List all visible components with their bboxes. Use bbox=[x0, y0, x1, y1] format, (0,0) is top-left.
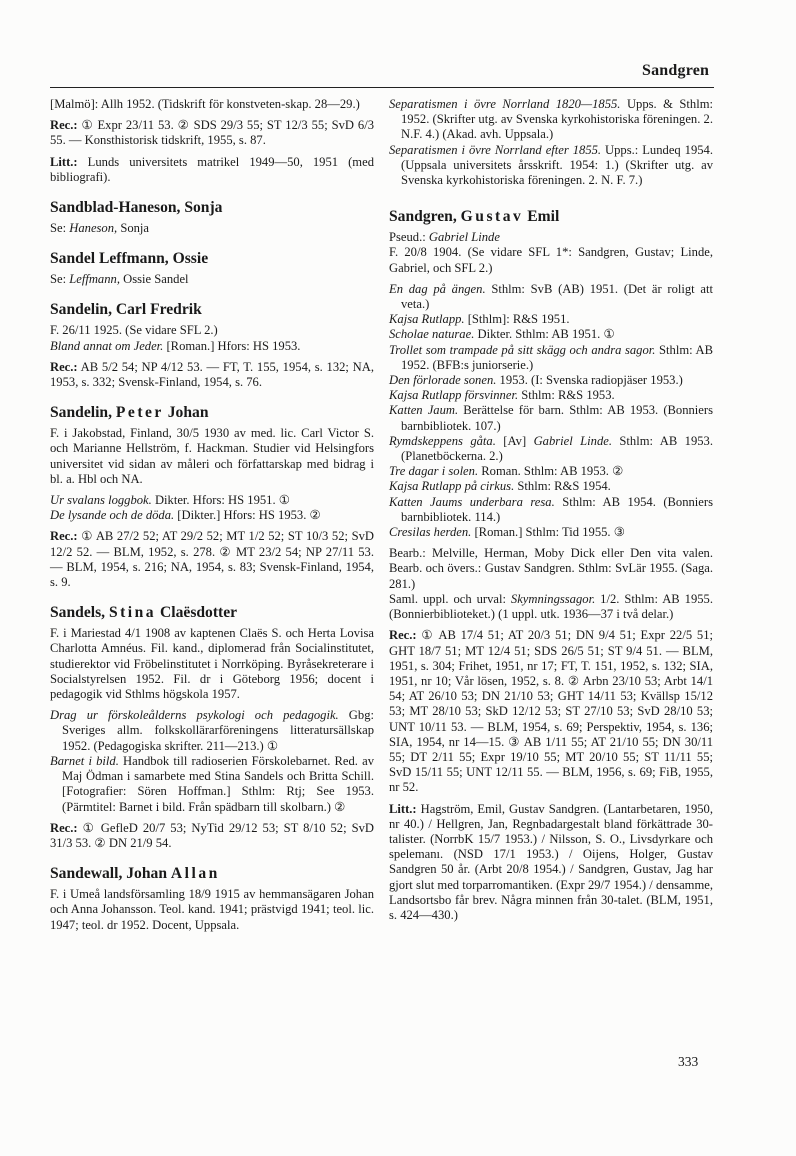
work-title: Katten Jaums underbara resa. bbox=[389, 494, 555, 509]
work-item bbox=[389, 97, 713, 143]
entry-heading-peter-johan bbox=[50, 404, 374, 422]
rec-text: ① GefleD 20/7 53; NyTid 29/12 53; ST 8/10 52; SvD 31/3 53. ② DN 21/9 54. bbox=[50, 820, 374, 850]
work-title: Kajsa Rutlapp. bbox=[389, 312, 465, 327]
work-item bbox=[389, 464, 713, 479]
heading-surname: Sandelin, bbox=[50, 404, 116, 422]
work-imprint: [Dikter.] Hfors: HS 1953. ② bbox=[174, 508, 321, 523]
work-imprint: Sthlm: R&S 1953. bbox=[518, 388, 615, 403]
work-title: Den förlorade sonen. bbox=[389, 373, 497, 388]
entry-continuation-literature bbox=[50, 155, 374, 185]
see-label: Se: bbox=[50, 272, 70, 287]
work-imprint: Dikter. Sthlm: AB 1951. ① bbox=[474, 327, 615, 342]
pseudonym-value: Gabriel Linde bbox=[428, 230, 500, 245]
work-item bbox=[389, 373, 713, 388]
see-reference-haneson bbox=[50, 221, 374, 236]
see-reference-leffmann bbox=[50, 272, 374, 287]
work-imprint: Berättelse för barn. Sthlm: AB 1953. (Bonniers barnbibliotek. 107.) bbox=[401, 403, 713, 433]
work-title: Separatismen i övre Norrland efter 1855. bbox=[389, 142, 602, 157]
heading-given-name: Stina bbox=[108, 604, 157, 622]
work-item bbox=[389, 143, 713, 189]
work-imprint: Roman. Sthlm: AB 1953. ② bbox=[478, 464, 624, 479]
biography: F. 26/11 1925. (Se vidare SFL 2.) bbox=[50, 323, 218, 338]
heading-middle-name: Emil bbox=[523, 208, 560, 226]
reviews bbox=[50, 821, 374, 851]
literature bbox=[389, 802, 713, 924]
pseudonym-label: Pseud.: bbox=[389, 230, 429, 245]
heading-given-name: Gustav bbox=[460, 208, 524, 226]
see-target-rest: Ossie Sandel bbox=[119, 272, 189, 287]
entry-heading-carl-fredrik: Sandelin, Carl Fredrik bbox=[50, 301, 202, 319]
work-imprint: Upps. & Sthlm: 1952. (Skrifter utg. av Svenska kyrkohistoriska föreningen. 2. N.F. 4.) (Akad. avh. Uppsala.) bbox=[401, 97, 714, 142]
rec-label: Rec.: bbox=[50, 529, 78, 544]
biography: F. 20/8 1904. (Se vidare SFL 1*: Sandgren, Gustav; Linde, Gabriel, och SFL 2.) bbox=[389, 245, 713, 275]
litt-label: Litt.: bbox=[389, 801, 417, 816]
work-title: Drag ur förskoleålderns psykologi och pedagogik. bbox=[50, 708, 339, 723]
entry-continuation-reviews bbox=[50, 118, 374, 148]
collected-title: Skymningssagor. bbox=[510, 591, 596, 606]
header-rule bbox=[50, 87, 714, 88]
collected-imprint: 1/2. Sthlm: AB 1955. (Bonnierbiblioteket.) (1 uppl. utk. 1936—37 i två delar.) bbox=[389, 591, 713, 622]
work-item bbox=[50, 493, 374, 508]
work-imprint: Gbg: Sveriges allm. folkskollärarföreningens litteratursällskap 1952. (Pedagogiska skrifter. 211—213.) ① bbox=[62, 708, 374, 753]
work-imprint: Sthlm: AB 1952. (BFB:s juniorserie.) bbox=[401, 342, 713, 372]
entry-heading-haneson: Sandblad-Haneson, Sonja bbox=[50, 199, 223, 217]
work-title: Trollet som trampade på sitt skägg och andra sagor. bbox=[389, 342, 656, 357]
work-imprint: 1953. (I: Svenska radiopjäser 1953.) bbox=[496, 373, 683, 388]
rec-text: ① AB 17/4 51; AT 20/3 51; DN 9/4 51; Expr 22/5 51; GHT 18/7 51; MT 12/4 51; SDS 26/5 51; ST 9/4 51. — BLM, 1951, s. 304; Frihet, 1951, nr 17; FT, T. 151, 1952, s. 132; SIA, 1951, nr 10; Vår lösen, 1952, s. 8. ② Arbn 23/10 53; Arbt 14/1 54; AT 26/10 53; DN 21/10 53; GHT 14/11 53; Kvällsp 15/12 53; MT 28/10 53; SkD 12/12 53; ST 27/10 53; SvD 28/10 53; UNT 10/11 53. — BLM, 1954, s. 69; Perspektiv, 1954, s. 136; SIA, 1954, nr 14—15. ③ AB 1/11 55; AT 21/10 55; DN 30/11 55; DT 2/11 55; Expr 19/10 55; MT 20/10 55; ST 11/11 55; SvD 15/11 55; UNT 12/11 55. — BLM, 1956, s. 69; FiB, 1955, nr 52. bbox=[389, 628, 713, 795]
work-imprint: [Sthlm]: R&S 1951. bbox=[464, 312, 570, 327]
adaptation: Bearb.: Melville, Herman, Moby Dick eller Den vita valen. Bearb. och övers.: Gustav Sandgren. Sthlm: SvLär 1955. (Saga. 281.) bbox=[389, 546, 713, 591]
work-item bbox=[389, 312, 713, 327]
work-title: Kajsa Rutlapp på cirkus. bbox=[389, 479, 515, 494]
work-imprint: [Roman.] Sthlm: Tid 1955. ③ bbox=[471, 525, 626, 540]
work-imprint-2: Sthlm: AB 1953. (Planetböckerna. 2.) bbox=[401, 433, 713, 464]
rec-text: AB 5/2 54; NP 4/12 53. — FT, T. 155, 1954, s. 132; NA, 1953, s. 332; Svensk-Finland, 1954, s. 76. bbox=[50, 359, 374, 390]
work-item bbox=[389, 495, 713, 525]
heading-given-name: Peter bbox=[115, 404, 164, 422]
work-item bbox=[389, 479, 713, 494]
work-title: Separatismen i övre Norrland 1820—1855. bbox=[389, 97, 621, 111]
heading-surname: Sandewall, Johan bbox=[50, 865, 171, 883]
rec-label: Rec.: bbox=[50, 118, 78, 133]
work-title: Rymdskeppens gåta. bbox=[389, 433, 496, 448]
entry-heading-allan bbox=[50, 865, 374, 883]
work-item bbox=[389, 525, 713, 540]
work-title: Bland annat om Jeder. bbox=[50, 338, 164, 353]
work-title: De lysande och de döda. bbox=[50, 508, 175, 523]
see-target-rest: Sonja bbox=[117, 221, 150, 236]
rec-text: ① AB 27/2 52; AT 29/2 52; MT 1/2 52; ST 10/3 52; SvD 12/2 52. — BLM, 1952, s. 278. ② MT 23/2 54; NP 27/11 53. — BLM, 1954, s. 216; NA, 1954, s. 83; Svensk-Finland, 1954, s. 9. bbox=[50, 529, 374, 590]
work-imprint: Sthlm: SvB (AB) 1951. (Det är roligt att veta.) bbox=[401, 281, 713, 312]
work-title: En dag på ängen. bbox=[389, 281, 486, 296]
entry-heading-stina bbox=[50, 604, 374, 622]
entry-heading-leffmann: Sandel Leffmann, Ossie bbox=[50, 250, 209, 268]
rec-text: ① Expr 23/11 53. ② SDS 29/3 55; ST 12/3 55; SvD 6/3 55. — Konsthistorisk tidskrift, 1955, s. 87. bbox=[50, 118, 374, 148]
work-item bbox=[50, 339, 374, 354]
work-item bbox=[50, 708, 374, 754]
work-imprint: Dikter. Hfors: HS 1951. ① bbox=[151, 493, 291, 508]
rec-label: Rec.: bbox=[389, 628, 417, 643]
heading-given-name: Allan bbox=[170, 865, 220, 883]
work-item bbox=[389, 282, 713, 312]
work-title: Barnet i bild. bbox=[50, 753, 119, 768]
work-item bbox=[389, 403, 713, 433]
collected-edition bbox=[389, 592, 713, 622]
work-title: Ur svalans loggbok. bbox=[50, 493, 152, 508]
reviews bbox=[50, 360, 374, 390]
see-target: Leffmann, bbox=[69, 272, 120, 287]
heading-surname: Sandgren, bbox=[389, 208, 461, 226]
work-title: Tre dagar i solen. bbox=[389, 464, 479, 479]
heading-middle-name: Claësdotter bbox=[156, 604, 238, 622]
work-imprint: Handbok till radioserien Förskolebarnet. Red. av Maj Ödman i samarbete med Stina Sandels och Britta Schill. [Fotografier: Sören Hoffman.] Sthlm: Rtj; See 1953. (Pärmtitel: Barnet i bild. Från spädbarn till skolbarn.) ② bbox=[62, 753, 375, 814]
work-item bbox=[389, 343, 713, 373]
see-label: Se: bbox=[50, 221, 70, 236]
work-imprint: Upps.: Lundeq 1954. (Uppsala universitets årsskrift. 1954: 1.) (Skrifter utg. av Svenska kyrkohistoriska föreningen. 2. N. F. 7.) bbox=[401, 142, 713, 188]
work-title: Cresilas herden. bbox=[389, 525, 472, 540]
entry-heading-gustav-emil bbox=[389, 208, 713, 226]
heading-surname: Sandels, bbox=[50, 604, 109, 622]
work-imprint: [Av] bbox=[495, 433, 534, 448]
right-column bbox=[389, 97, 713, 929]
entry-continuation-imprint: [Malmö]: Allh 1952. (Tidskrift för konstveten-skap. 28—29.) bbox=[50, 97, 360, 111]
litt-text: Hagström, Emil, Gustav Sandgren. (Lantarbetaren, 1950, nr 40.) / Hellgren, Jan, Regnbadargestalt bland förkättrade 30-talister. (NorrbK 15/7 1953.) / Nilsson, S. O., Livsdyrkare och spelemanı. (NSD 17/1 1953.) / Oijens, Holger, Gustav Sandgren 50 år. (Arbt 20/8 1954.) / Sandgren, Gustav, Jag har gjort slut med torparromantiken. (Expr 29/7 1954.) / densamme, Landsortsbo får brev. Några minnen från 30-talet. (BLM, 1951, s. 424—430.) bbox=[389, 801, 713, 922]
work-item bbox=[50, 508, 374, 523]
pseudonym bbox=[389, 230, 713, 245]
left-column bbox=[50, 97, 374, 939]
litt-label: Litt.: bbox=[50, 154, 78, 169]
work-imprint: Sthlm: AB 1954. (Bonniers barnbibliotek. 114.) bbox=[401, 494, 713, 524]
work-imprint: Sthlm: R&S 1954. bbox=[514, 479, 611, 494]
running-head: Sandgren bbox=[642, 62, 710, 79]
litt-text: Lunds universitets matrikel 1949—50, 1951 (med bibliografi). bbox=[50, 154, 374, 184]
biography: F. i Jakobstad, Finland, 30/5 1930 av med. lic. Carl Victor S. och Marianne Hellström, f. Hackman. Studier vid Helsingfors universitet vid sidan av måleri och författarskap med bidrag i bl. a. Hbl och NA. bbox=[50, 426, 374, 486]
reviews bbox=[50, 529, 374, 590]
work-item bbox=[50, 754, 374, 815]
work-title: Katten Jaum. bbox=[389, 403, 459, 418]
see-target: Haneson, bbox=[69, 221, 118, 236]
reviews bbox=[389, 628, 713, 795]
work-pseudonym: Gabriel Linde. bbox=[533, 433, 612, 448]
rec-label: Rec.: bbox=[50, 359, 78, 374]
page-number: 333 bbox=[678, 1054, 699, 1069]
rec-label: Rec.: bbox=[50, 820, 78, 835]
work-title: Kajsa Rutlapp försvinner. bbox=[389, 388, 519, 403]
work-item bbox=[389, 327, 713, 342]
work-item bbox=[389, 388, 713, 403]
work-imprint: [Roman.] Hfors: HS 1953. bbox=[163, 338, 301, 353]
biography: F. i Mariestad 4/1 1908 av kaptenen Claës S. och Herta Lovisa Charlotta Amnéus. Fil. kand., diplomerad från Socialinstitutet, studierektor vid Fröbelinstitutet i Norrköping. Byråsekreterare i Socialstyrelsen 1952. Fil. dr i Göteborg 1956; docent i pedagogik vid Sthlms högskola 1957. bbox=[50, 626, 374, 702]
biography: F. i Umeå landsförsamling 18/9 1915 av hemmansägaren Johan och Anna Johansson. Teol. kand. 1941; prästvigd 1941; teol. lic. 1947; teol. dr 1952. Docent, Uppsala. bbox=[50, 887, 374, 932]
collected-label: Saml. uppl. och urval: bbox=[389, 591, 511, 606]
heading-middle-name: Johan bbox=[163, 404, 209, 422]
work-item bbox=[389, 434, 713, 464]
work-title: Scholae naturae. bbox=[389, 327, 475, 342]
works-list bbox=[389, 282, 713, 540]
